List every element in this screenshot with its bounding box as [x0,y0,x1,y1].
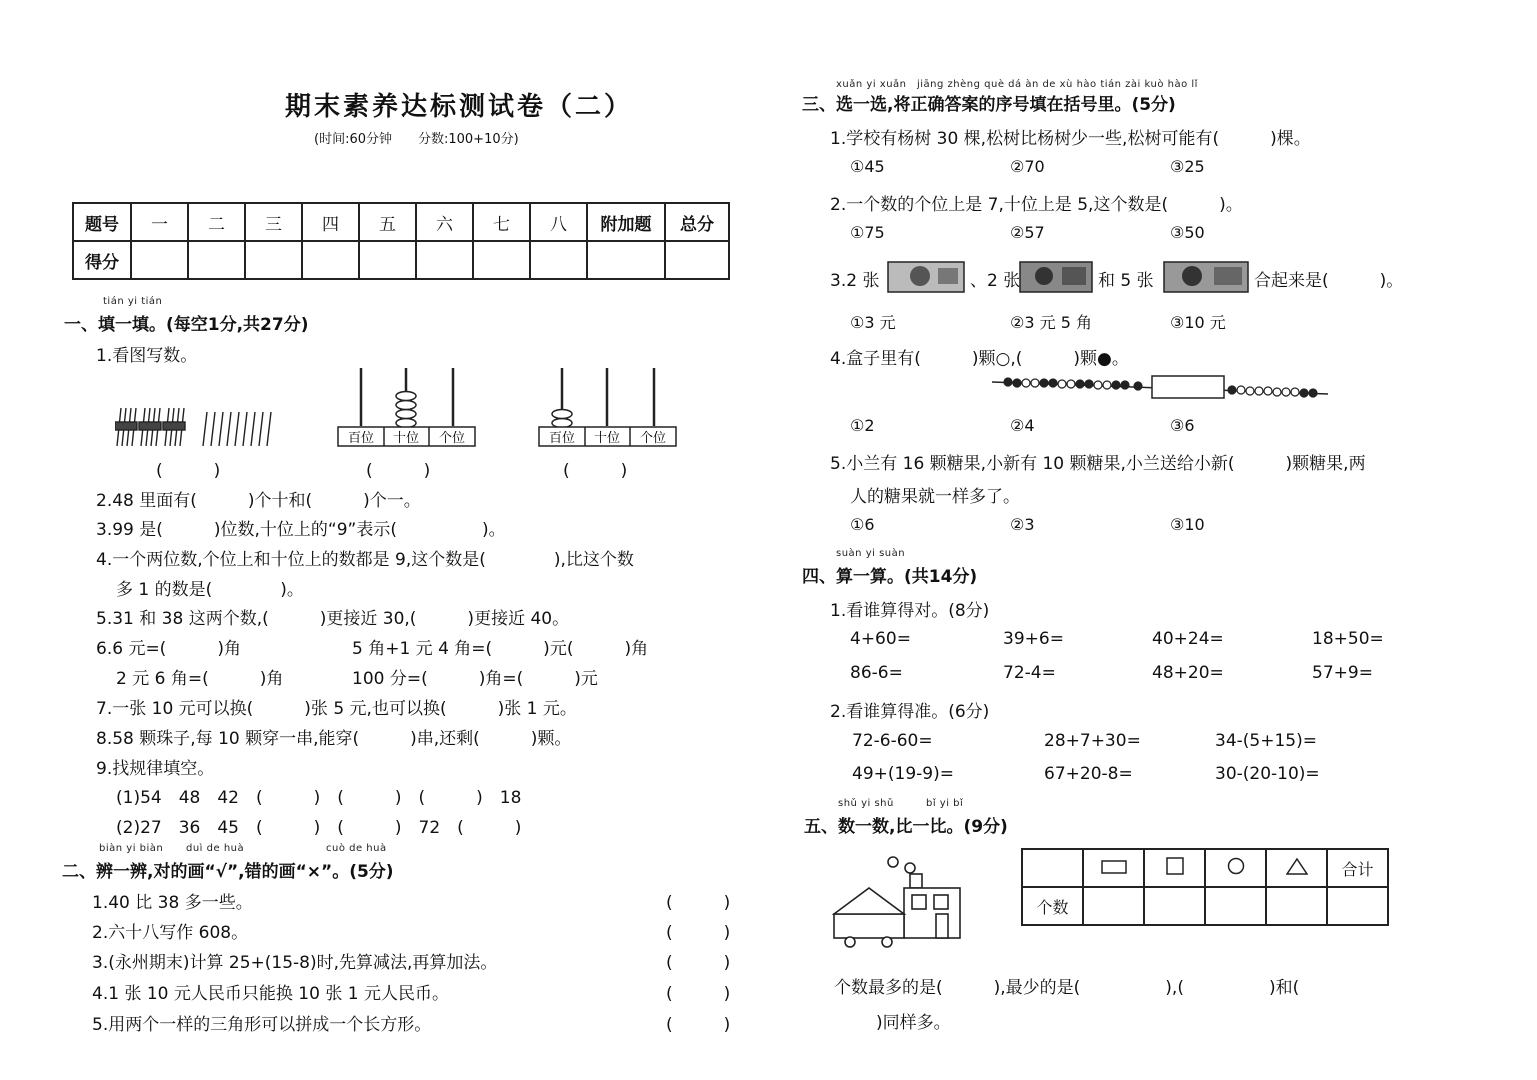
bundle-icon [139,408,161,446]
section1-heading: 一、填一填。(每空1分,共27分) [64,315,309,335]
calc-item: 39+6= [1003,629,1064,649]
score-col-6: 六 [416,203,473,241]
s1-q8: 8.58 颗珠子,每 10 颗穿一串,能穿( )串,还剩( )颗。 [96,729,572,749]
calc-item: 72-4= [1003,663,1056,683]
score-col-total: 总分 [665,203,729,241]
section5-pinyin-1: shǔ yi shǔ [838,798,894,809]
s3-q4-opt-1[interactable]: ①2 [850,416,875,435]
s3-q3-opt-1[interactable]: ①3 元 [850,313,896,332]
single-sticks-icon [203,412,271,446]
s3-q5-opt-2[interactable]: ②3 [1010,515,1035,534]
judge-paren[interactable]: ( ) [666,1015,731,1035]
calc-item: 4+60= [850,629,911,649]
s3-q3-opt-2[interactable]: ②3 元 5 角 [1010,313,1092,332]
s1-q5: 5.31 和 38 这两个数,( )更接近 30,( )更接近 40。 [96,609,570,629]
section3-pinyin: xuǎn yi xuǎn jiāng zhèng què dá àn de xù hào tián zài kuò hào lǐ [836,79,1198,90]
count-cell[interactable] [1327,887,1388,925]
section4-heading: 四、算一算。(共14分) [802,567,978,587]
s1-q9-1: (1)54 48 42 ( ) ( ) ( ) 18 [116,788,522,808]
circle-shape [905,863,915,873]
s2-item-1: 1.40 比 38 多一些。 [92,893,253,913]
square-icon [1144,849,1205,887]
score-cell[interactable] [473,241,530,279]
s3-q2-opt-2[interactable]: ②57 [1010,223,1045,242]
s1-q6b: 5 角+1 元 4 角=( )元( )角 [352,639,649,659]
rect-shape [834,914,904,938]
square-shape [934,895,948,909]
s5-answer: 个数最多的是( ),最少的是( ),( )和( [834,978,1300,998]
calc-item: 57+9= [1312,663,1373,683]
calc-item: 40+24= [1152,629,1224,649]
abacus-label-tens: 十位 [593,431,621,446]
score-col-7: 七 [473,203,530,241]
s3-q2-opt-3[interactable]: ③50 [1170,223,1205,242]
answer-blank[interactable]: ( ) [156,461,221,481]
section2-pinyin-2: duì de huà [186,843,245,854]
banknote-icon [1162,258,1250,296]
s3-q5-opt-1[interactable]: ①6 [850,515,875,534]
score-row-label-score: 得分 [73,241,131,279]
s3-q5: 5.小兰有 16 颗糖果,小新有 10 颗糖果,小兰送给小新( )颗糖果,两 [830,454,1366,474]
triangle-icon [1266,849,1327,887]
s3-q1-opt-2[interactable]: ②70 [1010,157,1045,176]
s3-q2-opt-1[interactable]: ①75 [850,223,885,242]
section4-pinyin: suàn yi suàn [836,548,906,559]
s2-item-5: 5.用两个一样的三角形可以拼成一个长方形。 [92,1015,432,1035]
score-cell[interactable] [530,241,587,279]
score-col-1: 一 [131,203,188,241]
bundle-icon [115,408,137,446]
count-cell[interactable] [1205,887,1266,925]
s3-q5-opt-3[interactable]: ③10 [1170,515,1205,534]
answer-blank[interactable]: ( ) [366,461,431,481]
square-shape [912,895,926,909]
s3-q5-cont: 人的糖果就一样多了。 [850,487,1020,507]
abacus-1-picture [336,366,478,448]
s1-q2: 2.48 里面有( )个十和( )个一。 [96,491,421,511]
s2-item-2: 2.六十八写作 608。 [92,923,249,943]
circle-icon [1205,849,1266,887]
bundle-icon [163,408,185,446]
s1-q1: 1.看图写数。 [96,346,198,366]
s3-q1-opt-3[interactable]: ③25 [1170,157,1205,176]
shape-header-row [1022,849,1388,887]
shape-count-row [1022,887,1388,925]
score-col-2: 二 [188,203,245,241]
score-cell[interactable] [665,241,729,279]
s1-q9: 9.找规律填空。 [96,759,215,779]
score-cell[interactable] [359,241,416,279]
s1-q9-2: (2)27 36 45 ( ) ( ) 72 ( ) [116,818,522,838]
calc-item: 72-6-60= [852,731,933,751]
score-value-row [73,241,729,279]
s1-q6c: 2 元 6 角=( )角 [116,669,284,689]
score-cell[interactable] [302,241,359,279]
banknote-icon [886,258,968,296]
abacus-label-tens: 十位 [392,431,420,446]
abacus-beads [552,410,572,428]
count-cell[interactable] [1083,887,1144,925]
rect-shape [910,874,922,888]
circle-shape [845,937,855,947]
score-header-row [73,203,729,241]
score-cell[interactable] [587,241,665,279]
sticks-picture [115,404,280,450]
judge-paren[interactable]: ( ) [666,893,731,913]
s3-q2: 2.一个数的个位上是 7,十位上是 5,这个数是( )。 [830,195,1243,215]
s4-sub1: 1.看谁算得对。(8分) [830,601,990,621]
abacus-label-hundreds: 百位 [347,431,375,446]
section2-pinyin-1: biàn yi biàn [99,843,164,854]
judge-paren[interactable]: ( ) [666,953,731,973]
section5-pinyin-2: bǐ yi bǐ [926,798,964,809]
s3-q1-opt-1[interactable]: ①45 [850,157,885,176]
rect-shape [936,914,948,938]
empty-corner-cell [1022,849,1083,887]
total-header: 合计 [1327,849,1388,887]
section1-pinyin: tián yi tián [103,296,163,307]
score-cell[interactable] [131,241,188,279]
judge-paren[interactable]: ( ) [666,984,731,1004]
s3-q3-part-a: 3.2 张 [830,271,880,291]
hidden-box [1152,376,1224,398]
score-cell[interactable] [245,241,302,279]
page-title: 期末素养达标测试卷（二） [285,92,634,122]
count-row-label: 个数 [1022,887,1083,925]
section2-heading: 二、辨一辨,对的画“√”,错的画“×”。(5分) [62,862,394,882]
s3-q3-part-d: 合起来是( )。 [1254,271,1404,291]
score-col-bonus: 附加题 [587,203,665,241]
score-cell[interactable] [416,241,473,279]
count-cell[interactable] [1266,887,1327,925]
score-col-8: 八 [530,203,587,241]
s3-q3-part-c: 和 5 张 [1098,271,1154,291]
abacus-label-hundreds: 百位 [548,431,576,446]
s1-q7: 7.一张 10 元可以换( )张 5 元,也可以换( )张 1 元。 [96,699,577,719]
calc-item: 18+50= [1312,629,1384,649]
s1-q6d: 100 分=( )角=( )元 [352,669,598,689]
train-shapes-picture [830,852,966,948]
score-col-3: 三 [245,203,302,241]
banknote-icon [1018,258,1094,296]
bead-string-picture [990,372,1330,402]
calc-item: 30-(20-10)= [1215,764,1320,784]
score-cell[interactable] [188,241,245,279]
circle-shape [882,937,892,947]
count-cell[interactable] [1144,887,1205,925]
circle-shape [888,857,898,867]
section5-heading: 五、数一数,比一比。(9分) [804,817,1008,837]
s3-q3-opt-3[interactable]: ③10 元 [1170,313,1226,332]
calc-item: 86-6= [850,663,903,683]
calc-item: 34-(5+15)= [1215,731,1317,751]
calc-item: 48+20= [1152,663,1224,683]
s2-item-3: 3.(永州期末)计算 25+(15-8)时,先算减法,再算加法。 [92,953,498,973]
abacus-label-ones: 个位 [639,431,667,446]
triangle-shape [834,888,904,914]
s1-q3: 3.99 是( )位数,十位上的“9”表示( )。 [96,520,506,540]
abacus-2-picture [537,366,679,448]
calc-item: 28+7+30= [1044,731,1141,751]
shape-count-table [1021,848,1389,926]
section2-pinyin-3: cuò de huà [326,843,387,854]
page-subtitle: (时间:60分钟 分数:100+10分) [314,132,519,147]
s1-q4-cont: 多 1 的数是( )。 [116,580,304,600]
calc-item: 67+20-8= [1044,764,1133,784]
answer-blank[interactable]: ( ) [563,461,628,481]
rectangle-icon [1083,849,1144,887]
s1-q6a: 6.6 元=( )角 [96,639,241,659]
s3-q4-opt-3[interactable]: ③6 [1170,416,1195,435]
abacus-label-ones: 个位 [438,431,466,446]
score-table [72,202,730,280]
judge-paren[interactable]: ( ) [666,923,731,943]
score-col-4: 四 [302,203,359,241]
score-row-label-number: 题号 [73,203,131,241]
s5-answer-cont: )同样多。 [876,1013,951,1033]
s2-item-4: 4.1 张 10 元人民币只能换 10 张 1 元人民币。 [92,984,449,1004]
score-col-5: 五 [359,203,416,241]
s3-q4: 4.盒子里有( )颗○,( )颗●。 [830,349,1129,369]
s1-q4: 4.一个两位数,个位上和十位上的数都是 9,这个数是( ),比这个数 [96,550,634,570]
s3-q4-opt-2[interactable]: ②4 [1010,416,1035,435]
s4-sub2: 2.看谁算得准。(6分) [830,702,990,722]
section3-heading: 三、选一选,将正确答案的序号填在括号里。(5分) [802,95,1176,115]
s3-q1: 1.学校有杨树 30 棵,松树比杨树少一些,松树可能有( )棵。 [830,129,1311,149]
s3-q3-part-b: 、2 张 [970,271,1021,291]
abacus-beads [396,392,416,428]
calc-item: 49+(19-9)= [852,764,954,784]
